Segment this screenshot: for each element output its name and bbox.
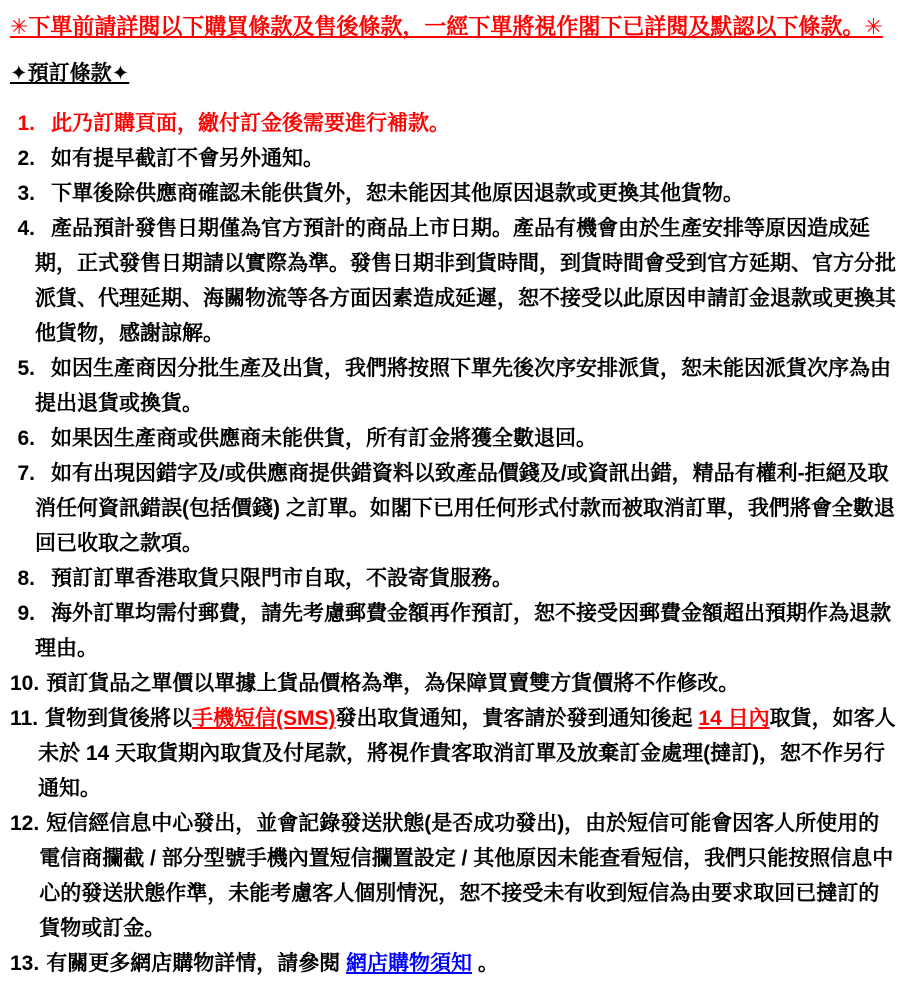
term-item [10, 351, 899, 421]
term-item [10, 946, 899, 981]
term-text [39, 946, 899, 981]
term-text-segment: 。 [472, 952, 499, 975]
term-number: 10. [10, 672, 40, 695]
term-text [35, 421, 899, 456]
term-text [35, 351, 899, 421]
term-text-segment: 短信經信息中心發出，並會記錄發送狀態(是否成功發出)，由於短信可能會因客人所使用的電信商攔截 / 部分型號手機內置短信攔置設定 / 其他原因未能查看短信，我們只能按照信息中心的發送狀態作準，未能考慮客人個別情況，恕不接受未有收到短信為由要求取回已撻訂的貨物或訂金。 [39, 812, 894, 940]
term-item [10, 806, 899, 946]
term-text-segment: 海外訂單均需付郵費，請先考慮郵費金額再作預訂，恕不接受因郵費金額超出預期作為退款理由。 [35, 602, 891, 660]
pickup-deadline-highlight: 14 日內 [698, 707, 770, 730]
term-item [10, 596, 899, 666]
term-text-segment: 如果因生產商或供應商未能供貨，所有訂金將獲全數退回。 [51, 427, 597, 450]
term-item [10, 141, 899, 176]
term-item [10, 176, 899, 211]
term-text-segment: 預訂貨品之單價以單據上貨品價格為準，為保障買賣雙方貨價將不作修改。 [46, 672, 740, 695]
term-text-segment: 取貨，如客人未於 14 天取貨期內取貨及付尾款，將視作貴客取消訂單及放棄訂金處理(撻訂)，恕不作另行通知。 [38, 707, 896, 800]
term-text-segment: 如有提早截訂不會另外通知。 [51, 147, 324, 170]
term-item [10, 106, 899, 141]
term-number: 3. [17, 182, 35, 205]
sms-notice-highlight: 手機短信(SMS) [192, 707, 336, 730]
term-item [10, 211, 899, 351]
term-text [35, 456, 899, 561]
term-text-segment: 此乃訂購頁面，繳付訂金後需要進行補款。 [51, 112, 450, 135]
term-text [35, 561, 899, 596]
term-number: 1. [17, 112, 35, 135]
term-number: 5. [17, 357, 35, 380]
term-text-segment: 發出取貨通知，貴客請於發到通知後起 [335, 707, 699, 730]
terms-list [10, 106, 899, 981]
term-text [35, 141, 899, 176]
term-item [10, 561, 899, 596]
term-number: 4. [17, 217, 35, 240]
term-number: 11. [10, 707, 39, 730]
term-text-segment: 如因生產商因分批生產及出貨，我們將按照下單先後次序安排派貨，恕未能因派貨次序為由提出退貨或換貨。 [35, 357, 891, 415]
term-number: 9. [17, 602, 35, 625]
term-number: 13. [10, 952, 40, 975]
preorder-terms-title-text: ✦預訂條款✦ [10, 62, 130, 85]
term-item [10, 456, 899, 561]
term-text-segment: 下單後除供應商確認未能供貨外，恕未能因其他原因退款或更換其他貨物。 [51, 182, 744, 205]
term-item [10, 421, 899, 456]
term-number: 6. [17, 427, 35, 450]
store-shopping-guide-link[interactable]: 網店購物須知 [346, 952, 473, 975]
term-text-segment: 貨物到貨後將以 [45, 707, 193, 730]
term-text [39, 666, 899, 701]
term-number: 7. [17, 462, 35, 485]
term-item [10, 701, 899, 806]
term-text [38, 701, 899, 806]
term-text-segment: 預訂訂單香港取貨只限門市自取，不設寄貨服務。 [51, 567, 513, 590]
term-number: 2. [17, 147, 35, 170]
purchase-terms-warning-header: ✳下單前請詳閱以下購買條款及售後條款，一經下單將視作閣下已詳閱及默認以下條款。✳ [10, 14, 883, 39]
preorder-terms-title [10, 59, 899, 89]
term-text [39, 806, 899, 946]
term-text-segment: 如有出現因錯字及/或供應商提供錯資料以致產品價錢及/或資訊出錯，精品有權利-拒絕及取消任何資訊錯誤(包括價錢) 之訂單。如閣下已用任何形式付款而被取消訂單，我們將會全數退回已收取之款項。 [35, 462, 895, 555]
term-text-segment: 有關更多網店購物詳情，請參閱 [46, 952, 347, 975]
term-text [35, 596, 899, 666]
term-text [35, 176, 899, 211]
term-text [35, 211, 899, 351]
term-text [35, 106, 899, 141]
term-text-segment: 產品預計發售日期僅為官方預計的商品上市日期。產品有機會由於生產安排等原因造成延期，正式發售日期請以實際為準。發售日期非到貨時間，到貨時間會受到官方延期、官方分批派貨、代理延期、海關物流等各方面因素造成延遲，恕不接受以此原因申請訂金退款或更換其他貨物，感謝諒解。 [35, 217, 896, 345]
term-number: 8. [17, 567, 35, 590]
term-item [10, 666, 899, 701]
term-number: 12. [10, 812, 40, 835]
